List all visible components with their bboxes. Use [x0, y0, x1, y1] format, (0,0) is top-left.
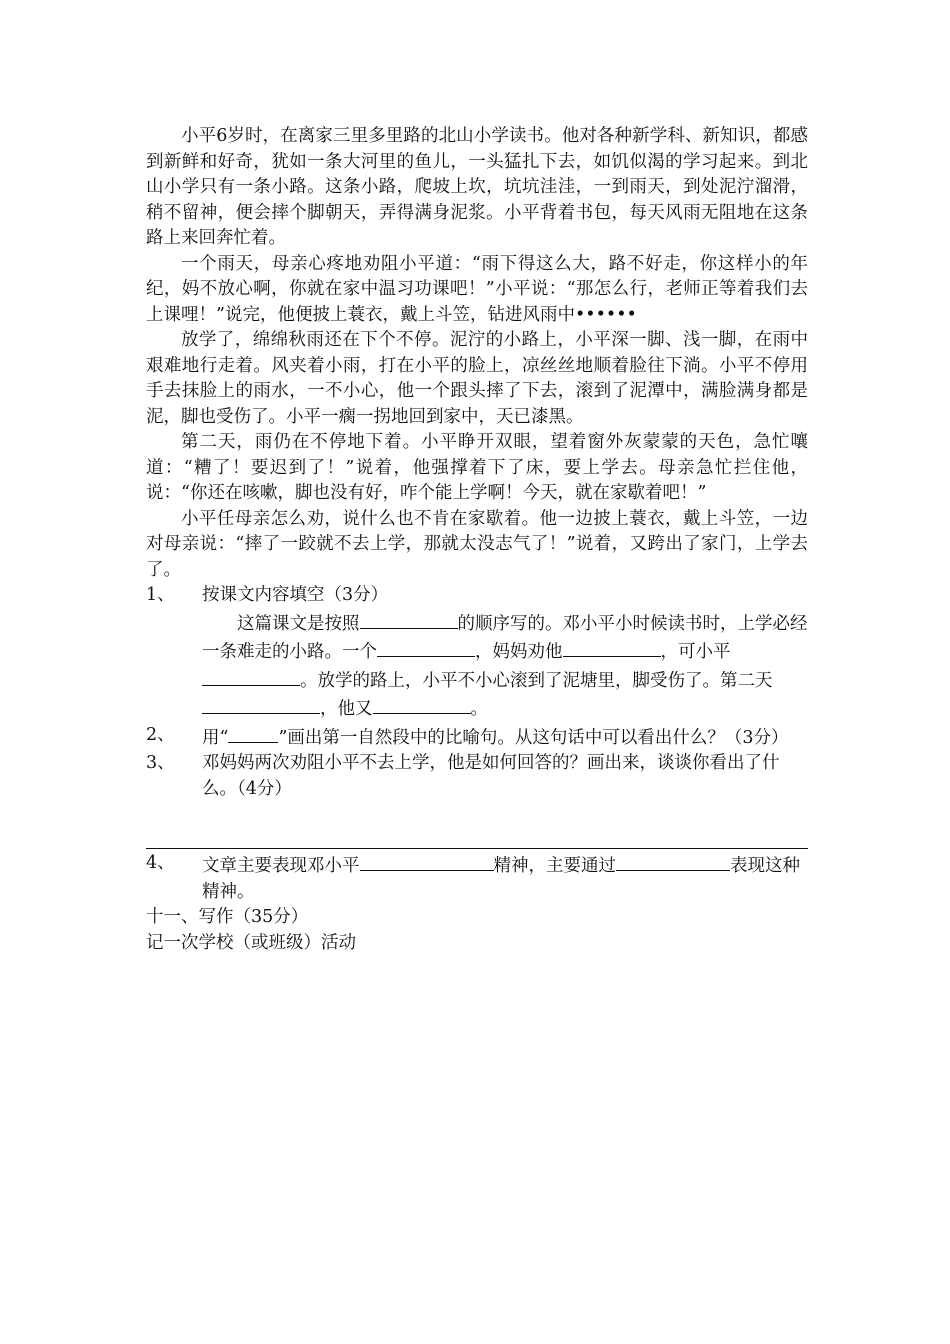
passage-paragraph-2: 一个雨天，母亲心疼地劝阻小平道：“雨下得这么大，路不好走，你这样小的年纪，妈不放心啊，你就在家中温习功课吧！”小平说：“那怎么行，老师正等着我们去上课哩！”说完，他便披上蓑衣，戴上斗笠，钻进风雨中•••••• [146, 253, 808, 325]
answer-blank[interactable] [202, 666, 300, 686]
passage-paragraph-5: 小平任母亲怎么劝，说什么也不肯在家歇着。他一边披上蓑衣，戴上斗笠，一边对母亲说：“摔了一跤就不去上学，那就太没志气了！”说着，又跨出了家门，上学去了。 [146, 508, 808, 580]
answer-blank[interactable] [616, 851, 730, 871]
question-1-fill-text [202, 609, 808, 723]
answer-blank[interactable] [202, 694, 320, 714]
question-3-answer-area[interactable] [146, 802, 808, 848]
question-1 [146, 583, 808, 609]
question-4-text-c: 表现这种精神。 [202, 856, 800, 902]
underline-sample [228, 723, 278, 743]
passage-paragraph-4: 第二天，雨仍在不停地下着。小平睁开双眼，望着窗外灰蒙蒙的天色，急忙嚷道：“糟了！要迟到了！”说着，他强撑着下了床，要上学去。母亲急忙拦住他，说：“你还在咳嗽，脚也没有好，咋个能上学啊！今天，就在家歇着吧！” [146, 432, 808, 503]
fill-text-part: ，妈妈劝他 [475, 642, 563, 662]
fill-text-part: ，可小平 [660, 642, 731, 662]
question-1-title: 按课文内容填空（3分） [202, 585, 389, 605]
fill-text-part: 。 [470, 699, 488, 719]
answer-blank[interactable] [373, 694, 471, 714]
question-number: 4、 [146, 853, 175, 873]
question-number: 3、 [146, 753, 175, 773]
writing-topic: 记一次学校（或班级）活动 [146, 932, 356, 953]
fill-text-part: 这篇课文是按照 [237, 613, 360, 634]
answer-line [146, 848, 808, 849]
question-2-text-b: ”画出第一自然段中的比喻句。从这句话中可以看出什么？（3分） [278, 727, 789, 748]
answer-blank[interactable] [377, 637, 475, 657]
question-4-text-b: 精神，主要通过 [493, 856, 616, 876]
question-number: 2、 [146, 724, 175, 745]
writing-heading: 十一、写作（35分） [146, 907, 309, 927]
question-number: 1、 [146, 585, 175, 605]
passage-paragraph-1: 小平6岁时，在离家三里多里路的北山小学读书。他对各种新学科、新知识，都感到新鲜和好奇，犹如一条大河里的鱼儿，一头猛扎下去，如饥似渴的学习起来。到北山小学只有一条小路。这条小路，爬坡上坎，坑坑洼洼，一到雨天，到处泥泞溜滑，稍不留神，便会摔个脚朝天，弄得满身泥浆。小平背着书包，每天风雨无阻地在这条路上来回奔忙着。 [146, 126, 808, 248]
question-2 [146, 723, 808, 752]
answer-blank[interactable] [360, 851, 494, 871]
answer-blank[interactable] [360, 609, 458, 629]
fill-text-part: 的顺序写的。邓小平小时候读书时，上学必经一条难走的小路。一个 [202, 613, 808, 662]
passage-paragraph-3: 放学了，绵绵秋雨还在下个不停。泥泞的小路上，小平深一脚、浅一脚，在雨中艰难地行走着。风夹着小雨，打在小平的脸上，凉丝丝地顺着脸往下淌。小平不停用手去抹脸上的雨水，一不小心，他一个跟头摔了下去，滚到了泥潭中，满脸满身都是泥，脚也受伤了。小平一瘸一拐地回到家中，天已漆黑。 [146, 330, 808, 427]
question-2-text-a: 用“ [202, 727, 229, 748]
question-3 [146, 751, 808, 802]
answer-blank[interactable] [563, 637, 661, 657]
fill-text-part: ，他又 [320, 699, 373, 719]
question-4-text-a: 文章主要表现邓小平 [202, 856, 360, 876]
question-3-text: 邓妈妈两次劝阻小平不去上学，他是如何回答的？画出来，谈谈你看出了什么。（4分） [202, 753, 780, 799]
fill-text-part: 。放学的路上，小平不小心滚到了泥塘里，脚受伤了。第二天 [300, 670, 773, 691]
question-4 [146, 851, 808, 905]
document-content [146, 124, 808, 956]
